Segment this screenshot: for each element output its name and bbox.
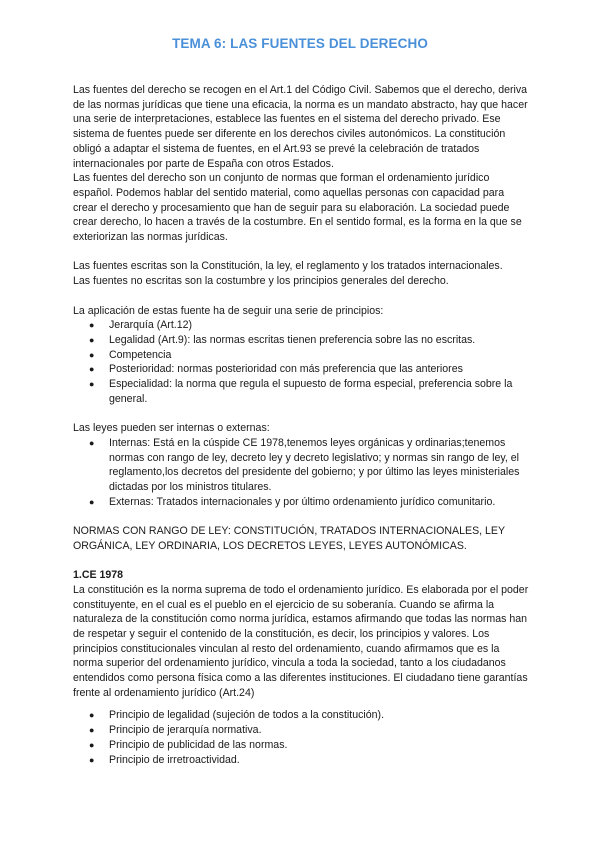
list-item: ● Jerarquía (Art.12) (89, 319, 193, 332)
list-item: ● Legalidad (Art.9): las normas escritas tienen preferencia sobre las no escritas. (89, 333, 476, 346)
paragraph-normas-rango-ley: NORMAS CON RANGO DE LEY: CONSTITUCIÓN, TRATADOS INTERNACIONALES, LEY ORGÁNICA, LEY ORDINARIA, LOS DECRETOS LEYES, LEYES AUTONÓMICAS. (73, 525, 505, 552)
bullet-icon: ● (89, 739, 95, 750)
paragraph-fuentes-no-escritas: Las fuentes no escritas son la costumbre y los principios generales del derecho. (73, 275, 449, 288)
bullet-icon: ● (89, 334, 95, 345)
bullet-icon: ● (89, 364, 95, 375)
bullet-icon: ● (89, 496, 95, 507)
bullet-icon: ● (89, 725, 95, 736)
paragraph-leyes-intro: Las leyes pueden ser internas o externas: (73, 422, 270, 435)
bullet-icon: ● (89, 379, 95, 390)
principios-list (73, 318, 529, 406)
paragraph-ce-1978: La constitución es la norma suprema de todo el ordenamiento jurídico. Es elaborada por el poder constituyente, en el cual es el pueblo en el ejercicio de su soberanía. Cuando se afirma la naturaleza de la constitución como norma jurídica, estamos afirmando que todas las normas han de respetar y seguir el contenido de la constitución, es decir, los principios y valores. Los principios constitucionales vinculan al resto del ordenamiento, cuando afirmamos que es la norma superior del ordenamiento jurídico, vincula a toda la sociedad, tanto a los ciudadanos entendidos como persona física como a las diferentes instituciones. El ciudadano tiene garantías frente al ordenamiento jurídico (Art.24) (73, 583, 529, 699)
list-item: ● Especialidad: la norma que regula el supuesto de forma especial, preferencia sobre la general. (89, 378, 513, 405)
paragraph-principios-intro: La aplicación de estas fuente ha de seguir una serie de principios: (73, 304, 384, 317)
bullet-icon: ● (89, 437, 95, 448)
list-item: ● Principio de irretroactividad. (89, 753, 240, 766)
paragraph-fuentes-escritas: Las fuentes escritas son la Constitución, la ley, el reglamento y los tratados internacionales. (73, 260, 503, 273)
bullet-icon: ● (89, 320, 95, 331)
bullet-icon: ● (89, 754, 95, 765)
list-item: ● Principio de publicidad de las normas. (89, 738, 288, 751)
leyes-list (73, 436, 529, 510)
list-item: ● Internas: Está en la cúspide CE 1978,tenemos leyes orgánicas y ordinarias;tenemos normas con rango de ley, decreto ley y decreto legislativo; y normas sin rango de ley, el reglamento,los decretos del presidente del gobierno; y por último las leyes ministeriales dictadas por los ministros titulares. (89, 436, 520, 493)
list-item: ● Posterioridad: normas posterioridad con más preferencia que las anteriores (89, 363, 463, 376)
list-item: ● Principio de legalidad (sujeción de todos a la constitución). (89, 709, 385, 722)
section-heading-ce-1978: 1.CE 1978 (73, 569, 124, 582)
list-item: ● Externas: Tratados internacionales y por último ordenamiento jurídico comunitario. (89, 495, 496, 508)
paragraph-intro-1: Las fuentes del derecho se recogen en el Art.1 del Código Civil. Sabemos que el derecho, deriva de las normas jurídicas que tiene una eficacia, la norma es un mandato abstracto, hay que hacer una serie de interpretaciones, establece las fuentes en el sistema del derecho privado. Ese sistema de fuentes puede ser diferente en los derechos civiles autonómicos. La constitución obligó a adaptar el sistema de fuentes, en el Art.93 se prevé la celebración de tratados internacionales por parte de España con otros Estados. (73, 84, 528, 170)
ce-principios-list (73, 708, 529, 767)
paragraph-intro-2: Las fuentes del derecho son un conjunto de normas que forman el ordenamiento jurídico español. Podemos hablar del sentido material, como aquellas personas con capacidad para crear el derecho y procesamiento que han de seguir para su elaboración. La sociedad puede crear derecho, lo hacen a través de la costumbre. En el sentido formal, es la forma en la que se exteriorizan las normas jurídicas. (73, 172, 522, 244)
list-item: ● Principio de jerarquía normativa. (89, 724, 262, 737)
list-item: ● Competencia (89, 348, 172, 361)
bullet-icon: ● (89, 349, 95, 360)
bullet-icon: ● (89, 710, 95, 721)
document-body (73, 83, 529, 767)
page-title: TEMA 6: LAS FUENTES DEL DERECHO (172, 36, 428, 51)
